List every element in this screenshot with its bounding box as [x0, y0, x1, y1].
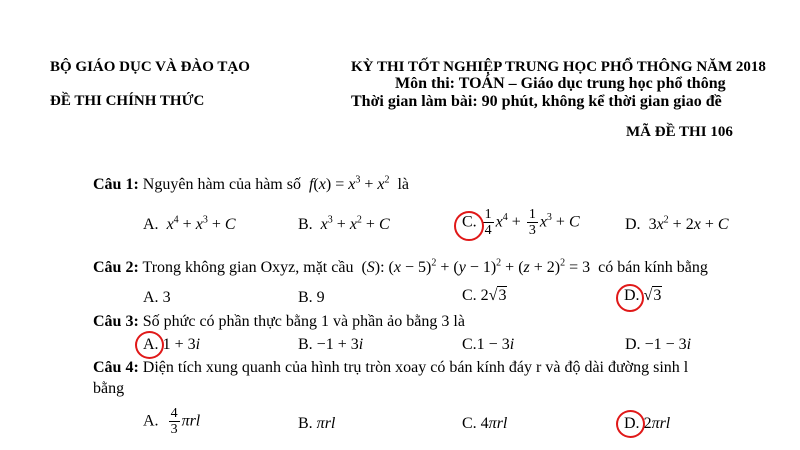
exam-code: MÃ ĐỀ THI 106 — [626, 124, 733, 140]
question-text: Số phức có phần thực bằng 1 và phần ảo bằng 3 là — [142, 313, 465, 330]
question-suffix: có bán kính bằng — [598, 259, 708, 276]
question-label: Câu 3: — [93, 313, 139, 330]
q1-option-c[interactable]: C. $\frac{1}{4}$ $x^4$ + $\frac{1}{3}$ $x^3 + C$ — [462, 207, 580, 238]
q2-option-c[interactable]: C. 2√3 — [462, 287, 507, 304]
question-text: Nguyên hàm của hàm số — [142, 176, 301, 193]
question-3 — [93, 313, 465, 331]
q1-option-d[interactable]: D. $3x^2 + 2x + C$ — [625, 214, 729, 233]
answer-circle — [616, 410, 645, 438]
question-1: Câu 1: Nguyên hàm của hàm số $f(x) = x^3 + x^2$ là — [93, 174, 410, 193]
question-text-cont: bằng — [93, 380, 125, 397]
ministry-name: BỘ GIÁO DỤC VÀ ĐÀO TẠO — [50, 59, 250, 75]
answer-circle — [135, 331, 164, 359]
q3-option-d[interactable]: D. −1 − 3i — [625, 336, 692, 353]
q3-option-a[interactable]: A. 1 + 3i — [143, 336, 201, 353]
exam-duration: Thời gian làm bài: 90 phút, không kể thời gian giao đề — [351, 93, 722, 110]
q1-option-a[interactable]: A. $x^4 + x^3 + C$ — [143, 214, 236, 233]
official-exam-label: ĐỀ THI CHÍNH THỨC — [50, 93, 205, 109]
exam-title: KỲ THI TỐT NGHIỆP TRUNG HỌC PHỔ THÔNG NĂM 2018 — [351, 59, 766, 75]
q2-option-a[interactable]: A. 3 — [143, 289, 171, 306]
question-text: Diện tích xung quanh của hình trụ tròn xoay có bán kính đáy r và độ dài đường sinh l — [142, 359, 689, 376]
question-expression: (S): $(x - 5)^2 + (y - 1)^2 + (z + 2)^2 = 3$ — [361, 257, 591, 276]
q3-option-b[interactable]: B. −1 + 3i — [298, 336, 364, 353]
q3-option-c[interactable]: C.1 − 3i — [462, 336, 515, 353]
question-label: Câu 1: — [93, 176, 139, 193]
q4-option-d[interactable]: D. 2πrl — [624, 415, 671, 432]
answer-circle — [616, 284, 644, 312]
question-2 — [93, 259, 708, 277]
question-label: Câu 4: — [93, 359, 139, 376]
q4-option-c[interactable]: C. 4πrl — [462, 415, 508, 432]
question-suffix: là — [397, 176, 410, 193]
question-label: Câu 2: — [93, 259, 139, 276]
q4-option-a[interactable]: A. $\frac{4}{3}$ πrl — [143, 406, 201, 437]
exam-subject: Môn thi: TOÁN – Giáo dục trung học phổ thông — [395, 75, 726, 92]
q4-option-b[interactable]: B. πrl — [298, 415, 336, 432]
question-text: Trong không gian Oxyz, mặt cầu — [142, 259, 354, 276]
question-expression: f — [304, 176, 314, 193]
q1-option-b[interactable]: B. $x^3 + x^2 + C$ — [298, 214, 390, 233]
q2-option-b[interactable]: B. 9 — [298, 289, 325, 306]
answer-circle — [454, 211, 484, 241]
q2-option-d[interactable]: D. √3 — [624, 287, 662, 304]
question-4 — [93, 359, 688, 377]
